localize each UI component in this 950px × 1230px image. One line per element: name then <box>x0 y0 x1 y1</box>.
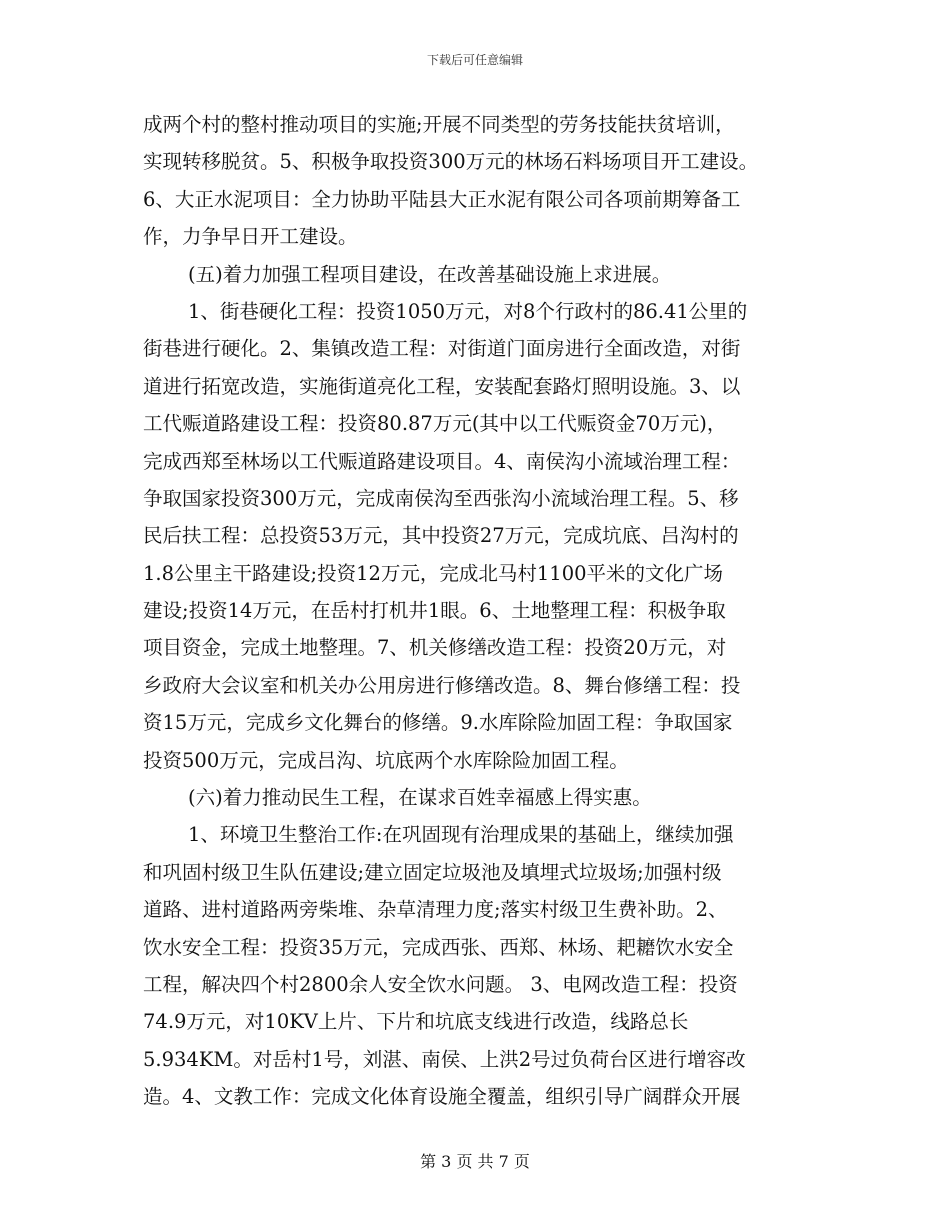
text-line: 街巷进行硬化。2、集镇改造工程：对街道门面房进行全面改造，对街 <box>143 337 741 361</box>
text-line: 饮水安全工程：投资35万元，完成西张、西郑、林场、耙耱饮水安全 <box>143 935 734 959</box>
text-line: 争取国家投资300万元，完成南侯沟至西张沟小流域治理工程。5、移 <box>143 486 739 510</box>
text-line: 乡政府大会议室和机关办公用房进行修缮改造。8、舞台修缮工程：投 <box>143 673 741 697</box>
text-line: 和巩固村级卫生队伍建设;建立固定垃圾池及填埋式垃圾场;加强村级 <box>143 860 722 884</box>
text-line: 完成西郑至林场以工代赈道路建设项目。4、南侯沟小流域治理工程： <box>143 449 741 473</box>
text-line: 作，力争早日开工建设。 <box>143 225 358 249</box>
text-line: 道路、进村道路两旁柴堆、杂草清理力度;落实村级卫生费补助。2、 <box>143 898 728 922</box>
text-line: 5.934KM。对岳村1号，刘湛、南侯、上洪2号过负荷台区进行增容改 <box>143 1047 746 1071</box>
text-line: 工程，解决四个村2800余人安全饮水问题。 3、电网改造工程：投资 <box>143 972 738 996</box>
document-body <box>143 106 815 1116</box>
section-heading-5: (五)着力加强工程项目建设，在改善基础设施上求进展。 <box>188 262 672 286</box>
text-line: 建设;投资14万元，在岳村打机井1眼。6、土地整理工程：积极争取 <box>143 599 726 623</box>
page-header-note: 下载后可任意编辑 <box>426 53 523 67</box>
page-number-footer: 第 3 页 共 7 页 <box>420 1152 530 1171</box>
text-line: 1、街巷硬化工程：投资1050万元，对8个行政村的86.41公里的 <box>188 299 748 323</box>
text-line: 成两个村的整村推动项目的实施;开展不同类型的劳务技能扶贫培训， <box>143 113 735 136</box>
text-line: 1.8公里主干路建设;投资12万元，完成北马村1100平米的文化广场 <box>143 561 724 585</box>
text-line: 造。4、文教工作：完成文化体育设施全覆盖，组织引导广阔群众开展 <box>143 1085 741 1109</box>
text-line: 1、环境卫生整治工作:在巩固现有治理成果的基础上，继续加强 <box>188 823 734 847</box>
text-line: 投资500万元，完成吕沟、坑底两个水库除险加固工程。 <box>143 748 629 772</box>
text-line: 项目资金，完成土地整理。7、机关修缮改造工程：投资20万元，对 <box>143 636 727 660</box>
section-heading-6: (六)着力推动民生工程，在谋求百姓幸福感上得实惠。 <box>188 786 652 810</box>
text-line: 民后扶工程：总投资53万元，其中投资27万元，完成坑底、吕沟村的 <box>143 524 739 548</box>
text-line: 74.9万元，对10KV上片、下片和坑底支线进行改造，线路总长 <box>143 1010 689 1034</box>
text-line: 资15万元，完成乡文化舞台的修缮。9.水库除险加固工程：争取国家 <box>143 711 733 735</box>
text-line: 实现转移脱贫。5、积极争取投资300万元的林场石料场项目开工建设。 <box>143 150 759 174</box>
text-line: 6、大正水泥项目：全力协助平陆县大正水泥有限公司各项前期筹备工 <box>143 187 741 211</box>
text-line: 道进行拓宽改造，实施街道亮化工程，安装配套路灯照明设施。3、以 <box>143 374 741 398</box>
text-line: 工代赈道路建设工程：投资80.87万元(其中以工代赈资金70万元)， <box>143 412 727 436</box>
